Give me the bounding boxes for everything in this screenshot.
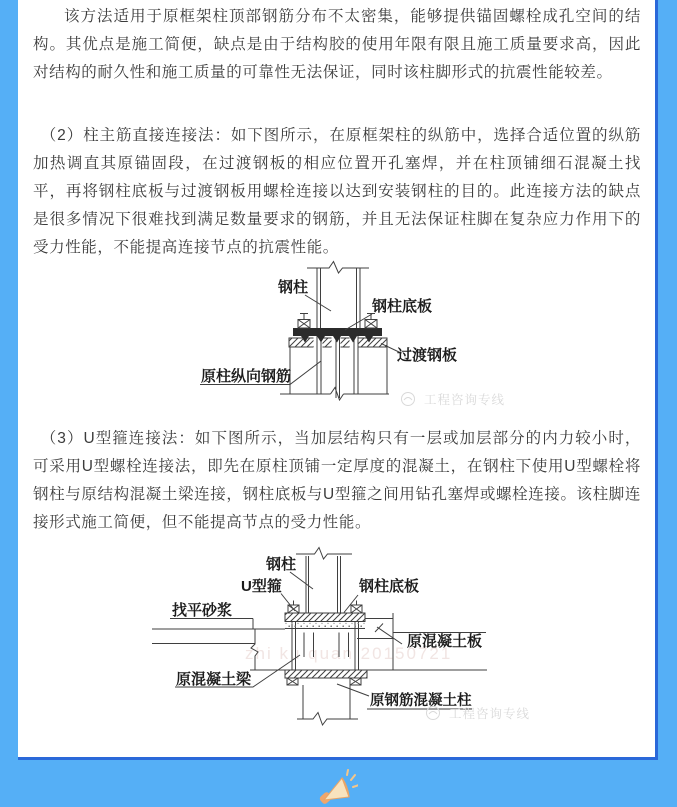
break-symbol-bottom	[280, 388, 389, 401]
steel-column-lines	[306, 556, 341, 613]
break-symbol-top	[296, 548, 352, 560]
concrete-column-edges	[303, 685, 350, 719]
base-plate-shape	[285, 613, 365, 622]
footer-banner	[0, 760, 677, 807]
label-steel-column: 钢柱	[266, 556, 297, 573]
label-base-plate: 钢柱底板	[359, 578, 420, 595]
label-original-rebar: 原柱纵向钢筋	[201, 368, 292, 385]
paragraph-method-pros-cons: 该方法适用于原框架柱顶部钢筋分布不太密集，能够提供锚固螺栓成孔空间的结构。其优点是施工简便，缺点是由于结构胶的使用年限有限且施工质量要求高，因此对结构的耐久性和施工质量的可靠性无法保证，同时该柱脚形式的抗震性能较差。	[33, 8, 641, 81]
faint-watermark-text: zhi ku quan 20150721	[245, 644, 453, 663]
base-plate-shape	[293, 328, 382, 336]
label-u-hoop: U型箍	[241, 578, 282, 595]
watermark-text: 工程咨询专线	[449, 707, 531, 721]
diagram-1-linework	[307, 262, 369, 329]
paragraph-direct-rebar-connection: （2）柱主筋直接连接法：如下图所示，在原框架柱的纵筋中，选择合适位置的纵筋加热调直其原锚固段，在过渡钢板的相应位置开孔塞焊，并在柱顶铺细石混凝土找平，再将钢柱底板与过渡钢板用螺栓连接以达到安装钢柱的目的。此连接方法的缺点是很多情况下很难找到满足数量要求的钢筋，并且无法保证柱脚在复杂应力作用下的受力性能，不能提高连接节点的抗震性能。	[33, 127, 641, 256]
anchor-plate-shape	[285, 670, 367, 678]
label-transition-plate: 过渡钢板	[397, 347, 458, 364]
label-original-beam: 原混凝土梁	[176, 671, 252, 688]
watermark-logo-icon	[402, 393, 415, 406]
watermark-text: 工程咨询专线	[424, 393, 506, 407]
label-base-plate: 钢柱底板	[372, 298, 433, 315]
break-symbol-bottom	[297, 713, 358, 726]
diagram-1-rebar-connection-detail	[140, 255, 560, 415]
original-column-edges	[290, 347, 387, 394]
slab-lines-left	[152, 629, 285, 644]
label-leveling-mortar: 找平砂浆	[172, 602, 233, 619]
steel-column-lines	[317, 268, 360, 328]
label-original-rc-column: 原钢筋混凝土柱	[370, 693, 472, 709]
leveling-mortar-layer	[285, 622, 365, 629]
paragraph-u-hoop-connection: （3）U型箍连接法：如下图所示，当加层结构只有一层或加层部分的内力较小时，可采用U型螺栓连接法，即先在原柱顶铺一定厚度的混凝土，在钢柱下使用U型螺栓将钢柱与原结构混凝土梁连接，钢柱底板与U型箍之间用钻孔塞焊或螺栓连接。该柱脚连接形式施工简便，但不能提高节点的受力性能。	[33, 430, 641, 531]
diagram-2-u-hoop-connection-detail	[140, 540, 540, 745]
megaphone-icon	[316, 768, 358, 807]
anchor-bolts	[298, 313, 377, 328]
label-steel-column: 钢柱	[278, 279, 309, 296]
label-original-slab: 原混凝土板	[407, 633, 483, 650]
